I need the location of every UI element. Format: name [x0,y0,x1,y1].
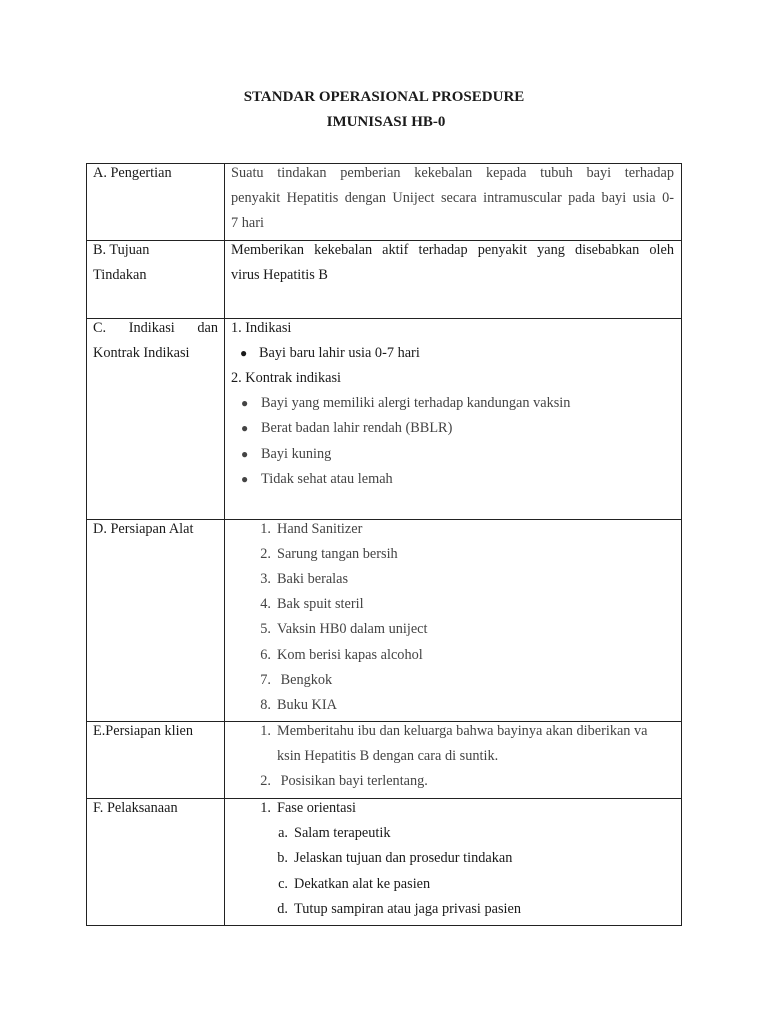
content-cell [225,519,682,722]
label-cell [87,519,225,722]
text-line: 7 hari [231,215,264,232]
sub-list-item: c. Dekatkan alat ke pasien [278,875,431,892]
row-label: E.Persiapan klien [93,723,194,740]
sub-list-item: d. Tutup sampiran atau jaga privasi pasien [277,900,521,917]
bullet-icon: ● [241,421,249,436]
row-label: A. Pengertian [93,165,172,181]
list-item: 2. Posisikan bayi terlentang. [260,773,428,790]
bullet-icon: ● [241,446,249,461]
label-cell [87,240,225,318]
sub-list-item: b. Jelaskan tujuan dan prosedur tindakan [277,850,513,867]
content-cell [225,722,682,799]
list-item: ● Bayi yang memiliki alergi terhadap kandungan vaksin [241,395,571,412]
sop-table [86,163,682,926]
label-cell [87,318,225,519]
content-cell [225,240,682,318]
list-item: 2. Sarung tangan bersih [260,545,398,562]
content-cell [225,799,682,926]
list-item-continuation: ksin Hepatitis B dengan cara di suntik. [277,748,499,765]
document-subtitle: IMUNISASI HB-0 [326,114,446,130]
list-item: 6. Kom berisi kapas alcohol [260,646,423,663]
label-cell [87,722,225,799]
bullet-icon: ● [241,471,249,486]
label-cell [87,164,225,241]
document-title: STANDAR OPERASIONAL PROSEDURE [243,89,525,105]
list-item: 1. Memberitahu ibu dan keluarga bahwa bayinya akan diberikan va [260,723,648,740]
text-line: Memberikan kekebalan aktif terhadap penyakit yang disebabkan oleh [231,241,674,258]
list-item: 4. Bak spuit steril [260,596,364,613]
list-item: 3. Baki beralas [260,570,349,587]
row-label: B. Tujuan [93,241,150,258]
row-label: Tindakan [93,266,147,283]
row-label: Kontrak Indikasi [93,344,190,361]
text-line: Suatu tindakan pemberian kekebalan kepada tubuh bayi terhadap [231,165,674,181]
list-heading: 1. Indikasi [231,319,292,336]
list-heading: 2. Kontrak indikasi [231,369,341,386]
row-label: F. Pelaksanaan [93,800,178,817]
row-indikasi [87,318,682,519]
row-tujuan [87,240,682,318]
sub-list-item: a. Salam terapeutik [278,825,391,842]
list-item: 7. Bengkok [260,671,333,688]
bullet-icon: ● [241,396,249,411]
row-label: C. Indikasi dan [93,319,218,336]
row-pelaksanaan [87,799,682,926]
list-item: 1. Fase orientasi [260,800,357,817]
row-persiapan-klien [87,722,682,799]
content-cell [225,318,682,519]
text-line: penyakit Hepatitis dengan Uniject secara intramuscular pada bayi usia 0- [231,190,674,207]
list-item: 8. Buku KIA [260,696,337,713]
text-line: virus Hepatitis B [231,266,328,283]
list-item: 1. Hand Sanitizer [260,520,363,537]
list-item: ● Tidak sehat atau lemah [241,470,393,487]
content-cell [225,164,682,241]
list-item: ● Berat badan lahir rendah (BBLR) [241,420,453,437]
list-item: ● Bayi kuning [241,445,332,462]
label-cell [87,799,225,926]
row-label: D. Persiapan Alat [93,520,194,537]
list-item: 5. Vaksin HB0 dalam uniject [260,621,428,638]
list-item: ● Bayi baru lahir usia 0-7 hari [240,344,420,361]
row-pengertian [87,164,682,241]
bullet-icon: ● [240,345,248,360]
row-persiapan-alat [87,519,682,722]
